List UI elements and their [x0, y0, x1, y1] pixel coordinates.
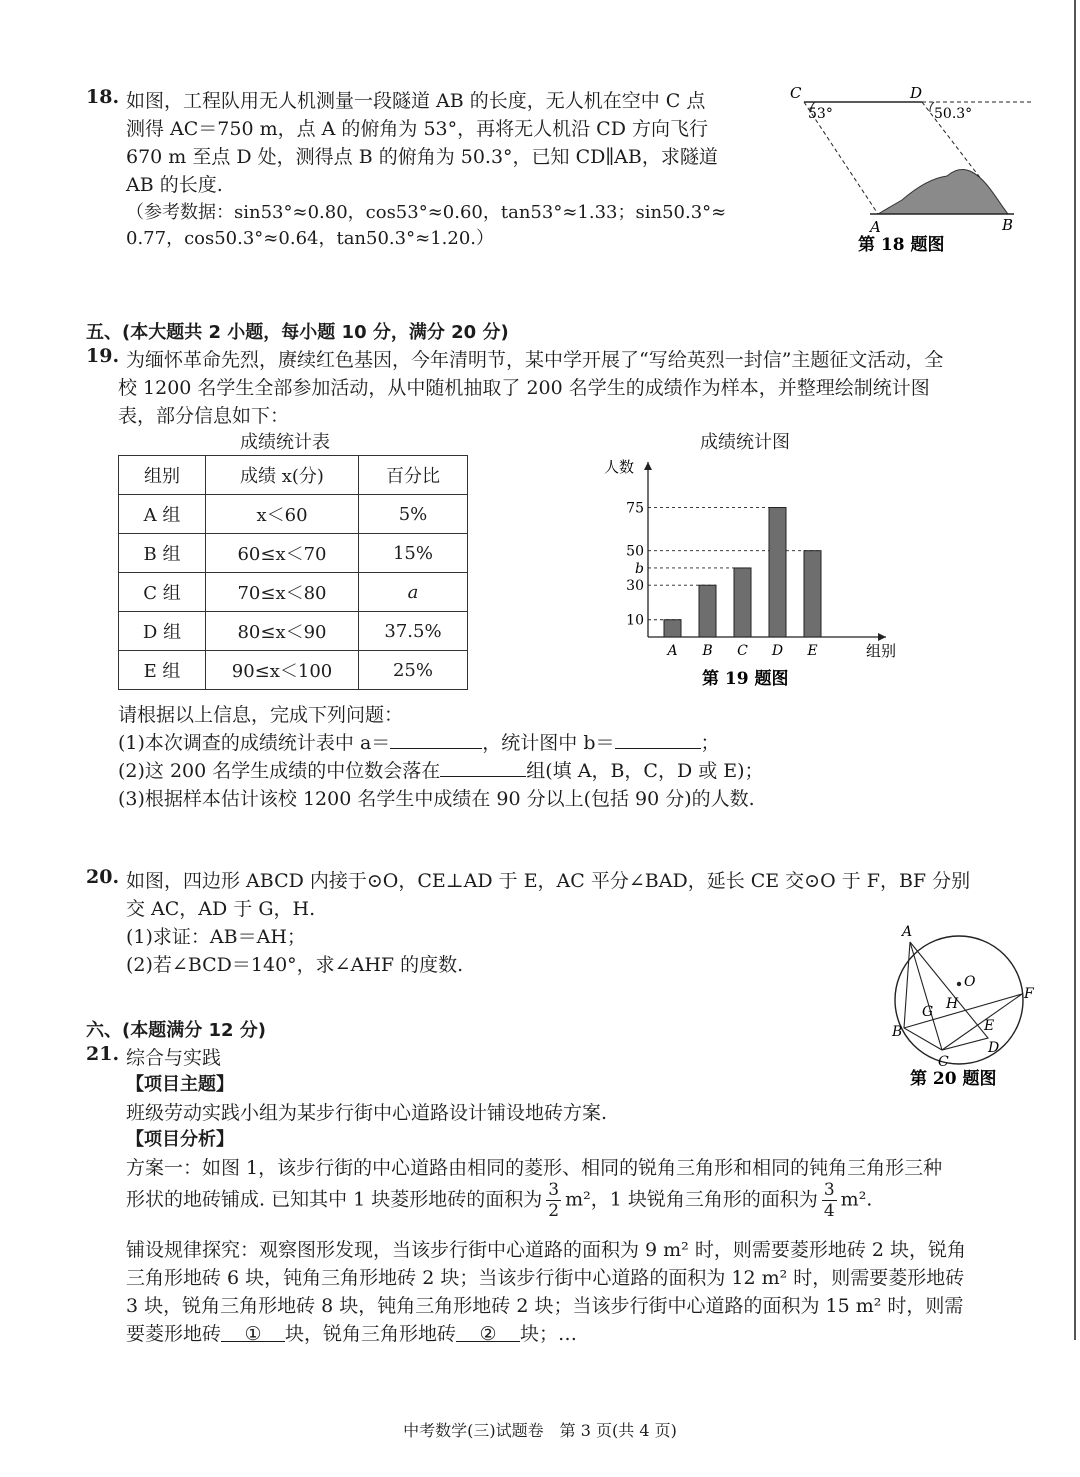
answer-blank-b[interactable]	[615, 730, 701, 749]
bar	[699, 585, 716, 637]
q21-theme-text: 班级劳动实践小组为某步行街中心道路设计铺设地砖方案.	[126, 1102, 608, 1124]
q18-line-4: AB 的长度.	[126, 174, 223, 196]
answer-blank-median-group[interactable]	[440, 758, 526, 777]
q21-theme-heading: 【项目主题】	[126, 1074, 234, 1095]
q21-line-1: 方案一：如图 1，该步行街的中心道路由相同的菱形、相同的锐角三角形和相同的钝角三角形三种	[126, 1157, 943, 1179]
section-5-heading: 五、(本大题共 2 小题，每小题 10 分，满分 20 分)	[86, 322, 509, 343]
q19-questions-intro: 请根据以上信息，完成下列问题：	[118, 704, 404, 726]
q20-label-b: B	[892, 1024, 903, 1040]
q21-line-6-text-b: 块，锐角三角形地砖	[285, 1323, 457, 1345]
page-footer: 中考数学(三)试题卷 第 3 页(共 4 页)	[403, 1421, 677, 1440]
section-6-heading: 六、(本题满分 12 分)	[86, 1020, 267, 1041]
q18-reference-line-1: （参考数据：sin53°≈0.80，cos53°≈0.60，tan53°≈1.33；sin50.3°≈	[126, 202, 727, 223]
q18-caption: 第 18 题图	[858, 235, 945, 255]
q18-label-a: A	[870, 218, 881, 236]
table-cell: 25%	[359, 651, 468, 690]
y-tick-label: 75	[626, 500, 644, 517]
x-axis-arrow	[878, 633, 886, 641]
question-21-number: 21.	[86, 1043, 120, 1065]
x-tick-label: B	[702, 643, 713, 659]
table-row	[119, 573, 468, 612]
fraction-numerator: 3	[823, 1180, 835, 1200]
bar	[804, 551, 821, 637]
q21-line-2	[126, 1180, 872, 1221]
q19-question-3: (3)根据样本估计该校 1200 名学生中成绩在 90 分以上(包括 90 分)的人数.	[118, 788, 755, 810]
x-axis-label: 组别	[866, 642, 897, 660]
fraction-three-halves	[546, 1180, 561, 1221]
q20-figure	[886, 920, 1046, 1090]
q20-label-g: G	[922, 1004, 934, 1020]
table-header-cell: 组别	[119, 456, 206, 495]
q21-line-6-text-a: 要菱形地砖	[126, 1323, 222, 1345]
q21-line-6-text-c: 块；…	[520, 1323, 578, 1345]
q20-line-4: (2)若∠BCD＝140°，求∠AHF 的度数.	[126, 954, 464, 976]
chart-title: 成绩统计图	[700, 432, 790, 453]
fraction-denominator: 2	[548, 1201, 560, 1221]
bar	[734, 568, 751, 637]
q18-line-2: 测得 AC＝750 m，点 A 的俯角为 53°，再将无人机沿 CD 方向飞行	[126, 118, 708, 140]
table-cell: a	[359, 573, 468, 612]
y-tick-label: 50	[626, 543, 644, 560]
q20-label-o: O	[964, 974, 976, 990]
table-cell: A 组	[119, 495, 206, 534]
q20-label-e: E	[984, 1018, 995, 1034]
q20-line-2: 交 AC，AD 于 G，H.	[126, 898, 316, 920]
q18-angle-53: 53°	[808, 106, 833, 122]
table-cell: 90≤x＜100	[206, 651, 359, 690]
y-axis-label: 人数	[604, 458, 635, 476]
q20-label-f: F	[1024, 986, 1034, 1002]
table-header-row	[119, 456, 468, 495]
q20-label-c: C	[938, 1054, 949, 1070]
q20-label-d: D	[988, 1040, 1000, 1056]
x-tick-label: C	[737, 643, 748, 659]
q19-q1-end: ；	[700, 732, 720, 754]
table-row	[119, 612, 468, 651]
question-18-number: 18.	[86, 86, 120, 108]
q20-label-h: H	[946, 996, 959, 1012]
answer-blank-1[interactable]: ①	[221, 1323, 285, 1342]
table-header-cell: 成绩 x(分)	[206, 456, 359, 495]
q19-line-3: 表，部分信息如下：	[118, 405, 290, 427]
y-tick-label: 10	[626, 612, 644, 629]
table-row	[119, 495, 468, 534]
table-cell: 70≤x＜80	[206, 573, 359, 612]
table-row	[119, 651, 468, 690]
table-cell: 60≤x＜70	[206, 534, 359, 573]
q21-line-5: 3 块，锐角三角形地砖 8 块，钝角三角形地砖 2 块；当该步行街中心道路的面积为 15 m² 时，则需	[126, 1295, 964, 1317]
q19-q1-text-a: (1)本次调查的成绩统计表中 a＝	[118, 732, 391, 754]
bar	[769, 508, 786, 637]
score-bar-chart	[596, 452, 916, 692]
q19-question-1	[118, 728, 720, 755]
table-cell: C 组	[119, 573, 206, 612]
table-cell: E 组	[119, 651, 206, 690]
q18-reference-line-2: 0.77，cos50.3°≈0.64，tan50.3°≈1.20.）	[126, 228, 494, 249]
q19-q2-text-a: (2)这 200 名学生成绩的中位数会落在	[118, 760, 441, 782]
q18-angle-50-3: 50.3°	[934, 106, 973, 122]
q21-line-2-text-c: m².	[840, 1188, 873, 1211]
question-20-number: 20.	[86, 866, 120, 888]
q20-line-1: 如图，四边形 ABCD 内接于⊙O，CE⊥AD 于 E，AC 平分∠BAD，延长 CE 交⊙O 于 F，BF 分别	[126, 870, 971, 892]
q18-label-d: D	[910, 84, 923, 102]
q20-label-a: A	[902, 924, 913, 940]
table-cell: 80≤x＜90	[206, 612, 359, 651]
q18-figure	[782, 82, 1042, 262]
y-axis-arrow	[644, 462, 652, 470]
q21-title: 综合与实践	[126, 1047, 222, 1069]
question-19-number: 19.	[86, 345, 120, 367]
q21-analysis-heading: 【项目分析】	[126, 1129, 234, 1150]
table-row	[119, 534, 468, 573]
y-tick-label: b	[635, 560, 644, 577]
q19-line-1: 为缅怀革命先烈，赓续红色基因，今年清明节，某中学开展了“写给英烈一封信”主题征文活动，全	[126, 349, 944, 371]
x-tick-label: D	[771, 643, 784, 659]
score-table-title: 成绩统计表	[240, 432, 330, 453]
page-edge-line	[1074, 0, 1076, 1340]
q20-caption: 第 20 题图	[910, 1069, 997, 1089]
q18-label-b: B	[1002, 216, 1014, 234]
q21-line-4: 三角形地砖 6 块，钝角三角形地砖 2 块；当该步行街中心道路的面积为 12 m² 时，则需要菱形地砖	[126, 1267, 965, 1289]
q19-line-2: 校 1200 名学生全部参加活动，从中随机抽取了 200 名学生的成绩作为样本，并整理绘制统计图	[118, 377, 930, 399]
table-cell: 15%	[359, 534, 468, 573]
bar	[664, 620, 681, 637]
x-tick-label: E	[807, 643, 818, 659]
fraction-numerator: 3	[548, 1180, 560, 1200]
table-cell: 37.5%	[359, 612, 468, 651]
table-header-cell: 百分比	[359, 456, 468, 495]
y-tick-label: 30	[626, 578, 644, 595]
q20-line-3: (1)求证：AB＝AH；	[126, 926, 306, 948]
table-cell: x＜60	[206, 495, 359, 534]
q19-q1-text-b: ，统计图中 b＝	[482, 732, 615, 754]
answer-blank-a[interactable]	[390, 730, 482, 749]
fraction-denominator: 4	[823, 1201, 835, 1221]
score-table	[118, 455, 468, 690]
answer-blank-2[interactable]: ②	[456, 1323, 520, 1342]
q21-line-3: 铺设规律探究：观察图形发现，当该步行街中心道路的面积为 9 m² 时，则需要菱形地砖 2 块，锐角	[126, 1239, 967, 1261]
table-cell: 5%	[359, 495, 468, 534]
q19-q2-text-b: 组(填 A，B，C，D 或 E)；	[526, 760, 764, 782]
table-cell: D 组	[119, 612, 206, 651]
x-tick-label: A	[667, 643, 678, 659]
q18-line-3: 670 m 至点 D 处，测得点 B 的俯角为 50.3°，已知 CD∥AB，求隧道	[126, 146, 718, 168]
q18-line-1: 如图，工程队用无人机测量一段隧道 AB 的长度，无人机在空中 C 点	[126, 90, 706, 112]
q18-label-c: C	[790, 84, 802, 102]
table-cell: B 组	[119, 534, 206, 573]
chart-caption: 第 19 题图	[702, 669, 789, 689]
q21-line-2-text-b: m²，1 块锐角三角形的面积为	[565, 1188, 818, 1211]
q21-line-2-text-a: 形状的地砖铺成. 已知其中 1 块菱形地砖的面积为	[126, 1188, 543, 1211]
q21-line-6	[126, 1319, 577, 1346]
q19-question-2	[118, 756, 764, 783]
fraction-three-quarters	[822, 1180, 837, 1221]
